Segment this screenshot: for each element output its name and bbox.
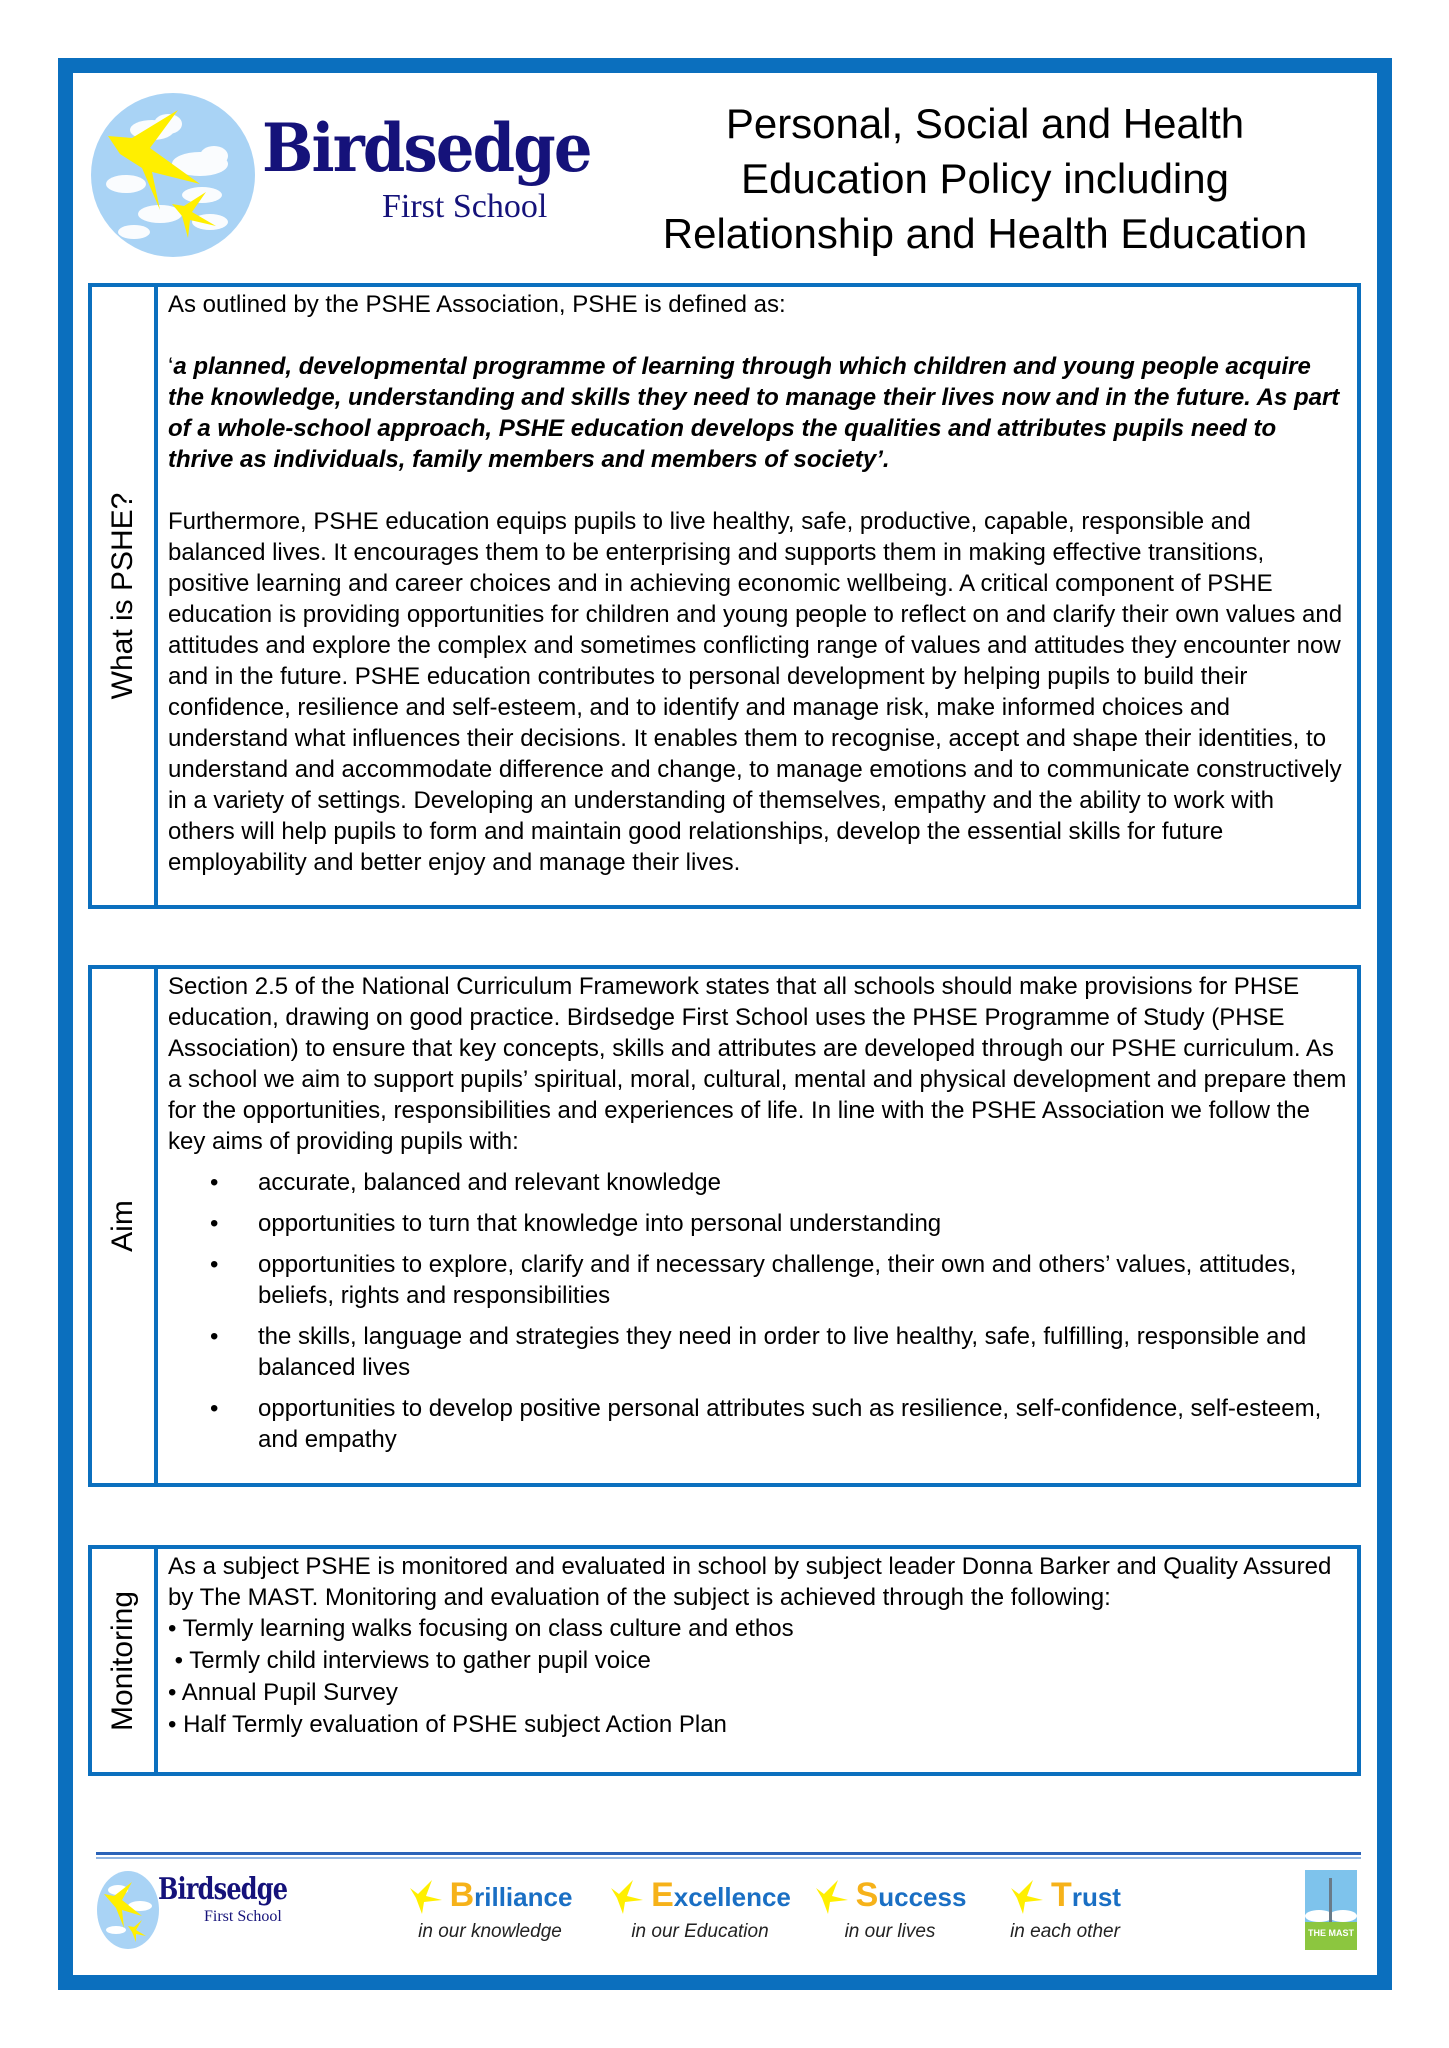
document-title bbox=[600, 96, 1370, 256]
list-item: • Annual Pupil Survey bbox=[168, 1679, 398, 1706]
list-item: • Termly learning walks focusing on class culture and ethos bbox=[168, 1615, 794, 1642]
value-title: Trust bbox=[1051, 1876, 1121, 1914]
section-body bbox=[158, 287, 1357, 905]
school-wordmark bbox=[262, 109, 619, 225]
footer-school-name: Birdsedge bbox=[158, 1872, 288, 1907]
section-body bbox=[158, 969, 1357, 1483]
footer-divider-secondary bbox=[96, 1857, 1361, 1859]
title-line-3: Relationship and Health Education bbox=[662, 210, 1308, 256]
bird-icon bbox=[408, 1878, 444, 1914]
footer-school-subtitle: First School bbox=[204, 1908, 282, 1925]
value-title: Excellence bbox=[651, 1876, 791, 1914]
intro-text: As outlined by the PSHE Association, PSHE is defined as: bbox=[168, 291, 786, 318]
school-subtitle: First School bbox=[382, 188, 548, 225]
section-label-cell bbox=[92, 287, 158, 905]
list-item: • opportunities to turn that knowledge into personal understanding bbox=[168, 1208, 1347, 1239]
footer-school-logo bbox=[96, 1870, 288, 1955]
list-item: • Termly child interviews to gather pupil voice bbox=[168, 1647, 651, 1674]
bird-icon bbox=[609, 1878, 645, 1914]
bird-icon bbox=[814, 1878, 850, 1914]
title-line-1: Personal, Social and Health bbox=[725, 100, 1245, 147]
school-name: Birdsedge bbox=[262, 109, 591, 187]
the-mast-logo bbox=[1305, 1870, 1357, 1950]
body-paragraph: Furthermore, PSHE education equips pupils to live healthy, safe, productive, capable, responsible and balanced lives. It encourages them to be enterprising and supports them in making effective transitions, positive learning and career choices and in achieving economic wellbeing. A critical component of PSHE education is providing opportunities for children and young people to reflect on and clarify their own values and attitudes and explore the complex and sometimes conflicting range of values and attitudes they encounter now and in the future. PSHE education contributes to personal development by helping pupils to build their confidence, resilience and self-esteem, and to identify and manage risk, make informed choices and understand what influences their decisions. It enables them to recognise, accept and shape their identities, to understand and accommodate difference and change, to manage emotions and to communicate constructively in a variety of settings. Developing an understanding of themselves, empathy and the ability to work with others will help pupils to form and maintain good relationships, develop the essential skills for future employability and better enjoy and manage their lives. bbox=[168, 508, 1343, 876]
list-item: • opportunities to develop positive personal attributes such as resilience, self-confidence, self-esteem, and empathy bbox=[168, 1393, 1347, 1455]
list-item: • Half Termly evaluation of PSHE subject Action Plan bbox=[168, 1711, 727, 1738]
definition-quote bbox=[168, 351, 1347, 475]
value-success bbox=[805, 1876, 975, 1943]
list-item: • opportunities to explore, clarify and if necessary challenge, their own and others’ values, attitudes, beliefs, rights and responsibilities bbox=[168, 1249, 1347, 1311]
title-line-2: Education Policy including bbox=[741, 155, 1229, 202]
section-label: What is PSHE? bbox=[106, 492, 139, 700]
section-body bbox=[158, 1549, 1357, 1772]
section-what-is-pshe bbox=[88, 283, 1361, 909]
mast-tower-icon bbox=[1305, 1870, 1357, 1950]
value-title: Success bbox=[855, 1876, 967, 1914]
monitoring-list bbox=[168, 1613, 1347, 1741]
body-paragraph: As a subject PSHE is monitored and evaluated in school by subject leader Donna Barker and Quality Assured by The MAST. Monitoring and evaluation of the subject is achieved through the following: bbox=[168, 1553, 1332, 1611]
quote-text: a planned, developmental programme of learning through which children and young people acquire the knowledge, understanding and skills they need to manage their lives now and in the future. As part of a whole-school approach, PSHE education develops the qualities and attributes pupils need to thrive as individuals, family members and members of society’. bbox=[168, 353, 1340, 473]
body-paragraph: Section 2.5 of the National Curriculum Framework states that all schools should make provisions for PHSE education, drawing on good practice. Birdsedge First School uses the PHSE Programme of Study (PHSE Association) to ensure that key concepts, skills and attributes are developed through our PSHE curriculum. As a school we aim to support pupils’ spiritual, moral, cultural, mental and physical development and prepare them for the opportunities, responsibilities and experiences of life. In line with the PSHE Association we follow the key aims of providing pupils with: bbox=[168, 973, 1347, 1155]
value-brilliance bbox=[395, 1876, 585, 1943]
school-logo-bird-icon bbox=[90, 92, 256, 258]
quote-mark: ‘ bbox=[168, 353, 174, 380]
bird-icon bbox=[1009, 1878, 1045, 1914]
value-subtitle: in our lives bbox=[844, 1921, 936, 1942]
value-title: Brilliance bbox=[449, 1876, 573, 1914]
value-subtitle: in each other bbox=[1010, 1921, 1120, 1942]
footer-divider bbox=[96, 1852, 1361, 1855]
section-monitoring bbox=[88, 1545, 1361, 1776]
svg-text:THE MAST: THE MAST bbox=[1308, 1928, 1354, 1938]
section-label: Aim bbox=[106, 1200, 139, 1252]
value-subtitle: in our knowledge bbox=[418, 1921, 562, 1942]
value-subtitle: in our Education bbox=[631, 1921, 769, 1942]
aims-list bbox=[168, 1167, 1347, 1455]
list-item: • the skills, language and strategies they need in order to live healthy, safe, fulfilling, responsible and balanced lives bbox=[168, 1321, 1347, 1383]
value-excellence bbox=[605, 1876, 795, 1943]
footer-bird-logo-icon bbox=[96, 1870, 160, 1950]
section-aim bbox=[88, 965, 1361, 1487]
list-item: • accurate, balanced and relevant knowledge bbox=[168, 1167, 1347, 1198]
section-label-cell bbox=[92, 969, 158, 1483]
value-trust bbox=[990, 1876, 1140, 1943]
section-label-cell bbox=[92, 1549, 158, 1772]
section-label: Monitoring bbox=[106, 1590, 139, 1731]
